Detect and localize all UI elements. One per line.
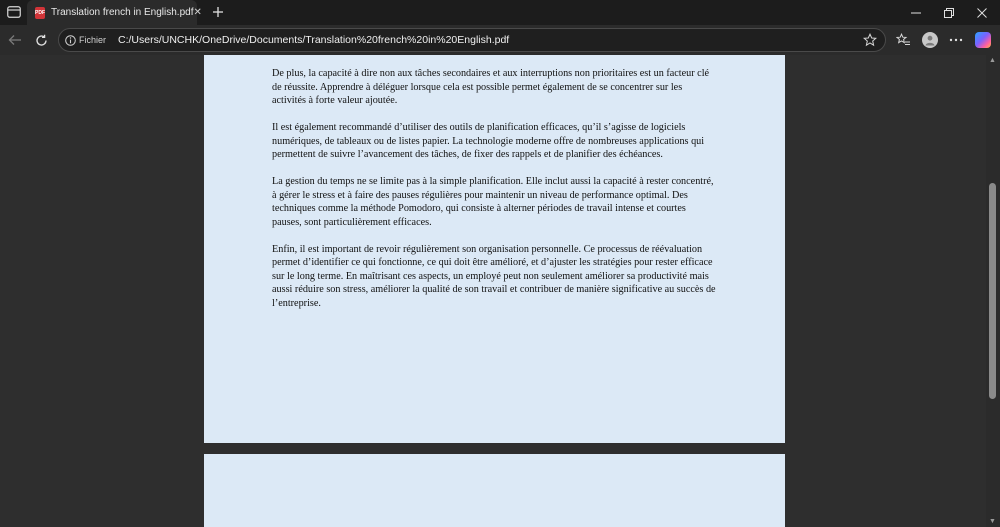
plus-icon — [212, 6, 224, 18]
profile-button[interactable] — [919, 30, 941, 50]
tab-actions-icon — [7, 6, 21, 18]
settings-more-button[interactable] — [945, 30, 967, 50]
copilot-button[interactable] — [972, 30, 994, 50]
paragraph: Il est également recommandé d’utiliser des outils de planification efficaces, qu’il s’agisse de logiciels numériques, de tableaux ou de listes papier. La technologie moderne offre de nombreuses applications qui permettent de suivre l’avancement des tâches, de fixer des rappels et de planifier des échéances. — [272, 122, 705, 160]
pdf-page — [204, 55, 785, 443]
favorites-button[interactable] — [892, 30, 914, 50]
favorites-list-icon — [896, 33, 911, 47]
person-icon — [924, 34, 936, 46]
pdf-file-icon: PDF — [35, 7, 45, 19]
tab-actions-button[interactable] — [4, 3, 24, 21]
tab-strip — [0, 0, 1000, 25]
back-arrow-icon — [8, 34, 22, 46]
address-bar[interactable] — [58, 28, 886, 52]
tab-close-icon[interactable]: ✕ — [193, 7, 202, 18]
scroll-thumb[interactable] — [989, 183, 996, 399]
pdf-page-next — [204, 454, 785, 527]
paragraph: La gestion du temps ne se limite pas à la simple planification. Elle inclut aussi la capacité à rester concentré, à gérer le stress et à faire des pauses régulières pour maintenir un niveau de performance optimal. Des techniques comme la méthode Pomodoro, qui consiste à alterner périodes de travail intense et courtes pauses, sont particulièrement efficaces. — [272, 176, 714, 228]
refresh-button[interactable] — [30, 30, 52, 50]
star-icon — [863, 33, 877, 47]
paragraph: Enfin, il est important de revoir régulièrement son organisation personnelle. Ce processus de réévaluation permet d’identifier ce qui fonctionne, ce qui doit être amélioré, et d’ajuster les stratégies pour rester efficace sur le long terme. En maîtrisant ces aspects, un employé peut non seulement améliorer sa productivité mais aussi réduire son stress, améliorer la qualité de son travail et contribuer de manière significative au succès de l’entreprise. — [272, 243, 716, 309]
favorite-button[interactable] — [861, 31, 879, 49]
minimize-button[interactable] — [898, 0, 934, 25]
paragraph: De plus, la capacité à dire non aux tâches secondaires et aux interruptions non prioritaires est un facteur clé de réussite. Apprendre à déléguer lorsque cela est possible permet également de se concentrer sur les activités à forte valeur ajoutée. — [272, 68, 710, 106]
site-info-label: Fichier — [79, 35, 107, 45]
scroll-down-icon[interactable]: ▼ — [989, 518, 996, 525]
new-tab-button[interactable] — [208, 2, 228, 22]
page-text — [272, 67, 718, 324]
site-info-button[interactable] — [65, 31, 114, 49]
tab-active[interactable] — [27, 0, 202, 25]
url-text[interactable]: C:/Users/UNCHK/OneDrive/Documents/Translation%20french%20in%20English.pdf — [118, 34, 510, 46]
tab-title: Translation french in English.pdf — [51, 7, 194, 18]
pdf-viewer[interactable] — [0, 55, 1000, 527]
restore-button[interactable] — [931, 0, 967, 25]
vertical-scrollbar[interactable] — [986, 55, 1000, 527]
refresh-icon — [35, 34, 48, 47]
close-window-button[interactable] — [964, 0, 1000, 25]
avatar — [922, 32, 938, 48]
minimize-icon — [911, 8, 921, 18]
restore-icon — [944, 8, 954, 18]
close-icon — [977, 8, 987, 18]
navigation-toolbar — [0, 25, 1000, 55]
info-icon — [65, 35, 76, 46]
copilot-icon — [975, 32, 991, 48]
more-dots-icon — [949, 38, 963, 42]
scroll-up-icon[interactable]: ▲ — [989, 57, 996, 64]
back-button[interactable] — [4, 30, 26, 50]
